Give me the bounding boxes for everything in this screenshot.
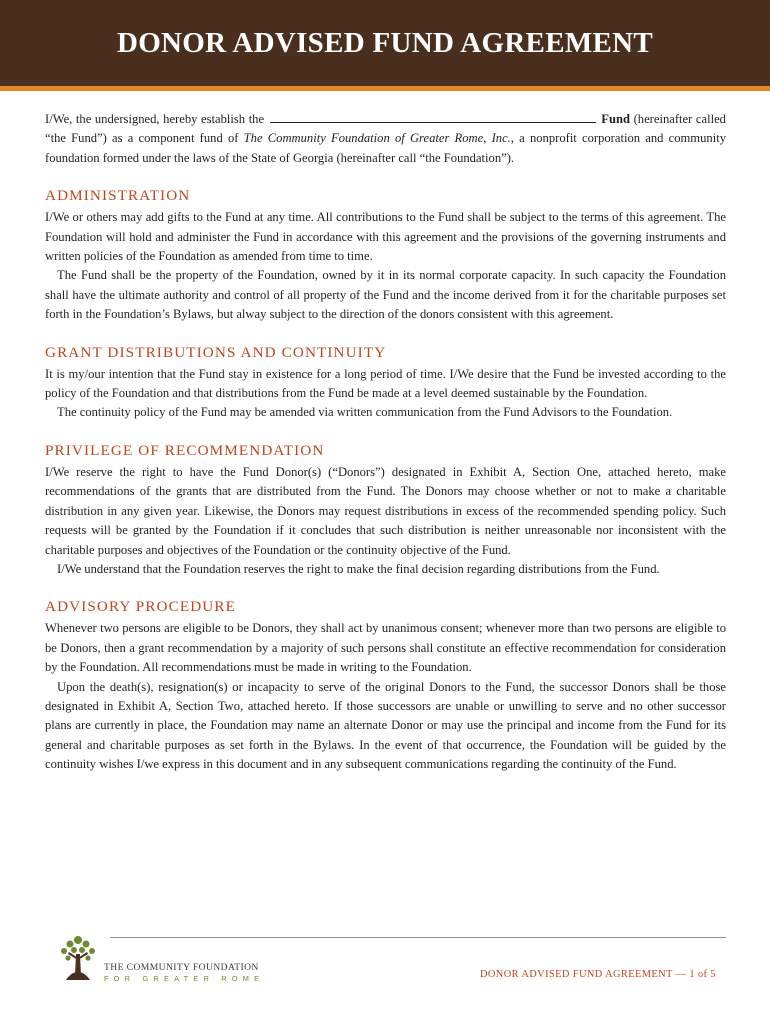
intro-middle: (hereinafter called “the Fund”) as a component fund of xyxy=(45,112,726,146)
intro-after: , a nonprofit corporation and community foundation formed under the laws of the State of Georgia (hereinafter call “the Foundation”). xyxy=(45,131,726,165)
intro-paragraph xyxy=(45,110,726,168)
paragraph: Upon the death(s), resignation(s) or incapacity to serve of the original Donors to the Fund, the successor Donors shall be those designated in Exhibit A, Section Two, attached hereto. If those successors are unable or unwilling to serve and no other successor plans are currently in place, the Foundation may name an alternate Donor or may use the principal and income from the Fund for its general and charitable purposes as set forth in the Bylaws. In the event of that occurrence, the Foundation will be guided by the continuity wishes I/we express in this document and in any subsequent communications regarding the continuity of the Fund. xyxy=(45,679,726,772)
banner-accent-line xyxy=(0,86,770,91)
document-body xyxy=(45,110,726,775)
paragraph: I/We or others may add gifts to the Fund at any time. All contributions to the Fund shall be subject to the terms of this agreement. The Foundation will hold and administer the Fund in accordance with this agreement and the provisions of the governing instruments and written policies of the Foundation as amended from time to time. xyxy=(45,210,726,264)
paragraph: I/We understand that the Foundation reserves the right to make the final decision regarding distributions from the Fund. xyxy=(57,561,660,576)
logo-text-line2: FOR GREATER ROME xyxy=(104,974,265,983)
intro-before: I/We, the undersigned, hereby establish the xyxy=(45,112,265,126)
page-number: — 1 of 5 xyxy=(675,969,717,980)
section-heading-advisory: ADVISORY PROCEDURE xyxy=(45,598,236,616)
paragraph: Whenever two persons are eligible to be Donors, they shall act by unanimous consent; whenever more than two persons are eligible to be Donors, then a grant recommendation by a majority of such persons shall constitute an effective recommendation for consideration by the Foundation. All recommendations must be made in writing to the Foundation. xyxy=(45,621,726,675)
footer-document-name: DONOR ADVISED FUND AGREEMENT xyxy=(480,969,673,980)
org-name: The Community Foundation of Greater Rome, Inc. xyxy=(243,131,511,146)
paragraph: I/We reserve the right to have the Fund Donor(s) (“Donors”) designated in Exhibit A, Section One, attached hereto, make recommendations of the grants that are distributed from the Fund. The Donors may choose whether or not to make a charitable distribution in any given year. Likewise, the Donors may request distributions in excess of the recommended spending policy. Such requests will be granted by the Foundation if it concludes that such distribution is neither unreasonable nor inconsistent with the charitable purposes and objectives of the Foundation or the continuity objective of the Fund. xyxy=(45,464,726,557)
paragraph: The Fund shall be the property of the Foundation, owned by it in its normal corporate capacity. In such capacity the Foundation shall have the ultimate authority and control of all property of the Fund and the income derived from it for the charitable purposes set forth in the Foundation’s Bylaws, but alway subject to the direction of the donors consistent with this agreement. xyxy=(45,268,726,322)
section-heading-grant-distributions: GRANT DISTRIBUTIONS AND CONTINUITY xyxy=(45,343,387,361)
title-banner xyxy=(0,0,770,86)
fund-name-blank[interactable] xyxy=(270,110,596,123)
document-title: DONOR ADVISED FUND AGREEMENT xyxy=(116,26,654,59)
section-heading-administration: ADMINISTRATION xyxy=(45,187,191,205)
logo-text-line1: THE COMMUNITY FOUNDATION xyxy=(104,962,259,973)
paragraph: It is my/our intention that the Fund stay in existence for a long period of time. I/We desire that the Fund be invested according to the policy of the Foundation and that distributions from the Fund be made at a level deemed sustainable by the Foundation. xyxy=(45,366,726,401)
section-heading-privilege: PRIVILEGE OF RECOMMENDATION xyxy=(45,441,325,459)
paragraph: The continuity policy of the Fund may be amended via written communication from the Fund Advisors to the Foundation. xyxy=(57,405,673,420)
page-footer-label xyxy=(480,969,716,980)
fund-word: Fund xyxy=(601,112,630,126)
